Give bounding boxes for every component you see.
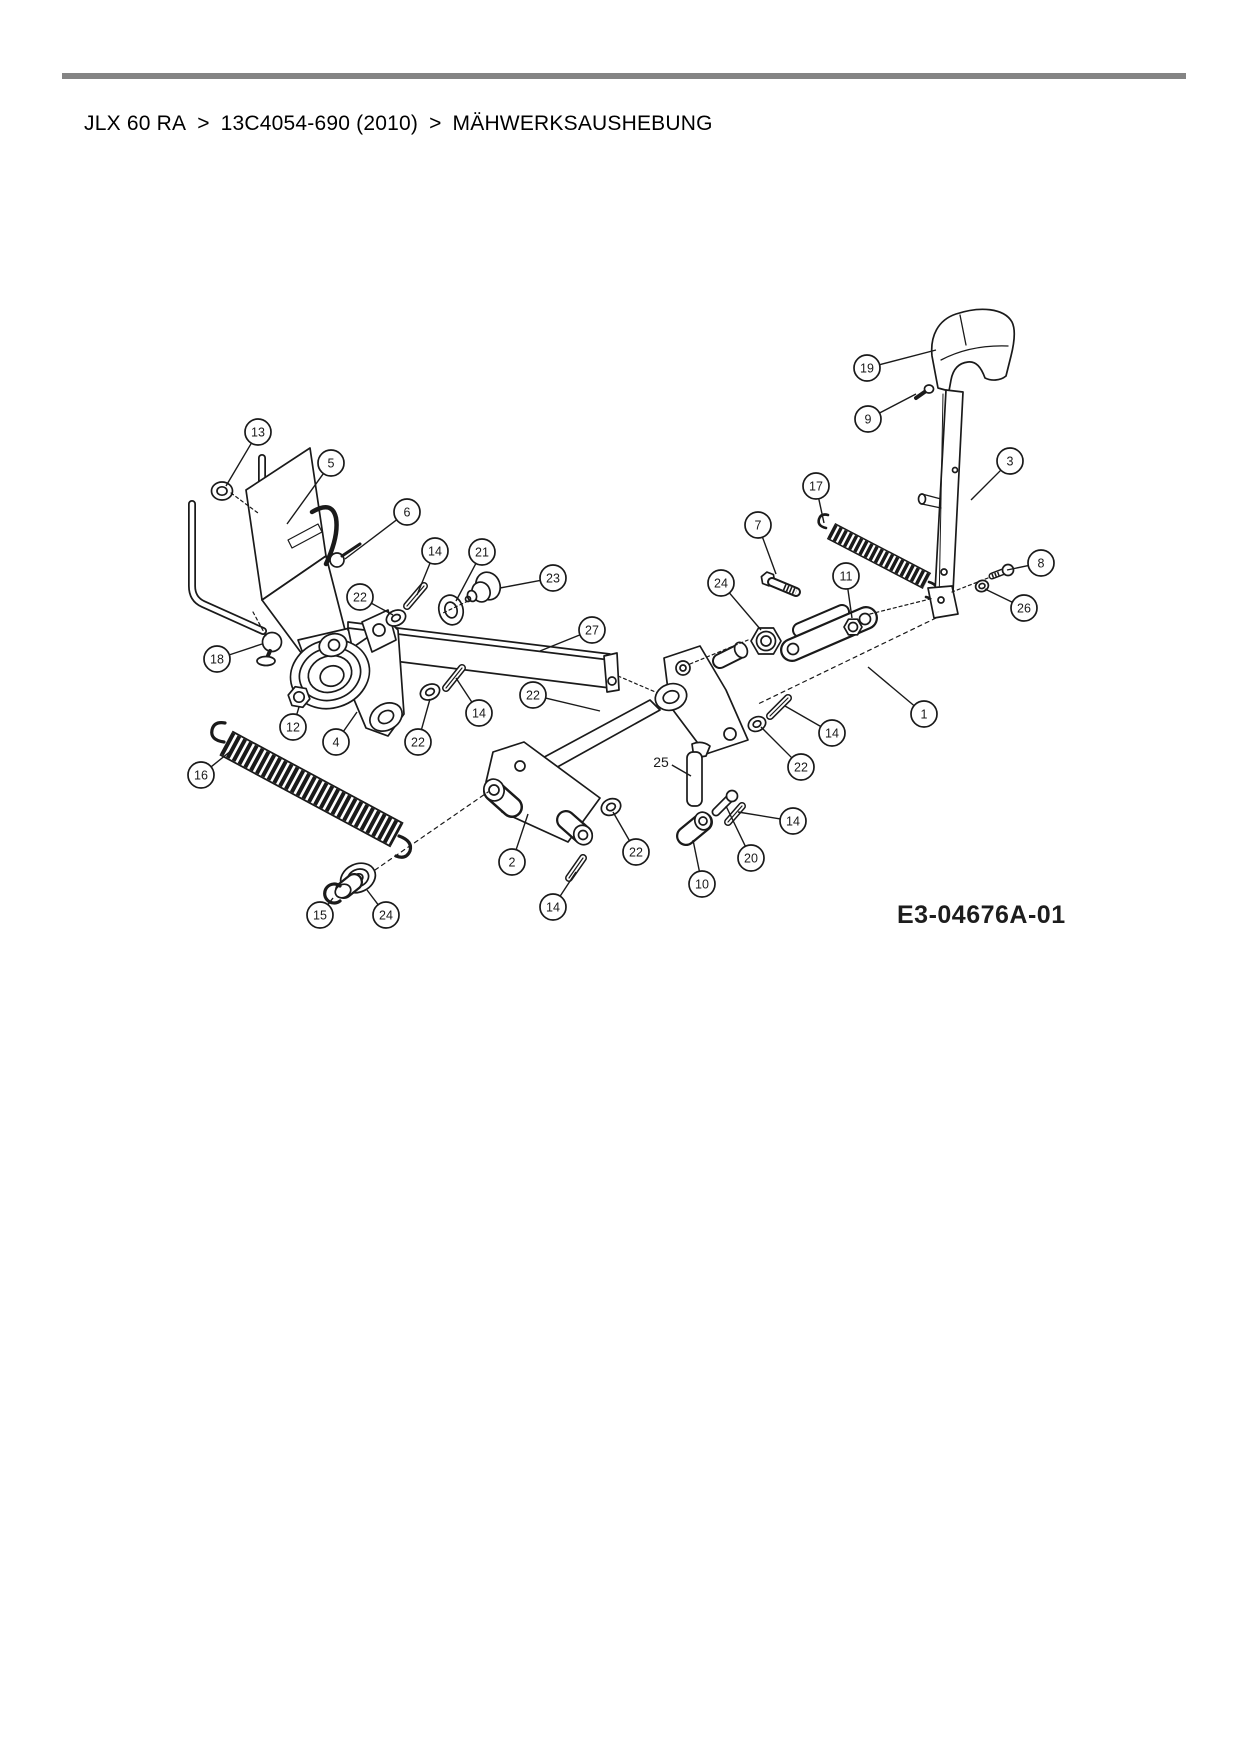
- svg-text:18: 18: [210, 652, 224, 667]
- callout-balloon-8[interactable]: [1007, 550, 1054, 576]
- diagram-code-label: E3-04676A-01: [897, 901, 1066, 929]
- link-arm-assembly: [761, 565, 1013, 655]
- svg-text:8: 8: [1037, 556, 1045, 571]
- callout-balloon-22[interactable]: [405, 699, 431, 755]
- callout-balloon-22[interactable]: [761, 727, 814, 780]
- breadcrumb-separator: >: [197, 112, 210, 135]
- callout-balloon-4[interactable]: [323, 712, 357, 755]
- svg-text:22: 22: [526, 688, 540, 703]
- svg-text:1: 1: [920, 707, 928, 722]
- svg-text:15: 15: [313, 908, 327, 923]
- callout-balloon-7[interactable]: [745, 512, 776, 574]
- callout-balloon-18[interactable]: [204, 644, 262, 672]
- callout-balloon-9[interactable]: [855, 394, 916, 432]
- centre-pivot-bracket: [599, 628, 788, 836]
- callout-balloon-22[interactable]: [520, 682, 600, 711]
- callout-label-25[interactable]: [653, 754, 691, 776]
- svg-text:14: 14: [472, 706, 486, 721]
- breadcrumb-separator: >: [429, 112, 442, 135]
- svg-text:22: 22: [794, 760, 808, 775]
- svg-text:6: 6: [403, 505, 411, 520]
- callout-balloon-22[interactable]: [613, 812, 649, 865]
- svg-text:27: 27: [585, 623, 599, 638]
- svg-text:19: 19: [860, 361, 874, 376]
- callout-balloon-24[interactable]: [708, 570, 761, 630]
- svg-text:5: 5: [327, 456, 335, 471]
- svg-text:4: 4: [332, 735, 340, 750]
- breadcrumb-model[interactable]: JLX 60 RA: [84, 112, 187, 135]
- breadcrumb-serial[interactable]: 13C4054-690 (2010): [220, 112, 419, 135]
- svg-text:23: 23: [546, 571, 560, 586]
- svg-text:14: 14: [428, 544, 442, 559]
- svg-text:14: 14: [825, 726, 839, 741]
- svg-text:22: 22: [353, 590, 367, 605]
- svg-text:20: 20: [744, 851, 758, 866]
- svg-text:26: 26: [1017, 601, 1031, 616]
- svg-text:16: 16: [194, 768, 208, 783]
- callout-balloon-14[interactable]: [540, 872, 576, 920]
- svg-text:22: 22: [411, 735, 425, 750]
- svg-text:24: 24: [714, 576, 728, 591]
- callout-balloon-12[interactable]: [280, 707, 306, 740]
- svg-text:9: 9: [864, 412, 872, 427]
- callout-balloon-6[interactable]: [345, 499, 420, 559]
- svg-text:14: 14: [546, 900, 560, 915]
- svg-text:22: 22: [629, 845, 643, 860]
- callout-balloon-3[interactable]: [971, 448, 1023, 500]
- callout-balloon-14[interactable]: [785, 706, 845, 746]
- callout-balloon-2[interactable]: [499, 814, 528, 875]
- callout-balloon-15[interactable]: [307, 898, 333, 928]
- svg-text:13: 13: [251, 425, 265, 440]
- svg-text:11: 11: [839, 569, 853, 584]
- callout-balloon-10[interactable]: [689, 840, 715, 897]
- callout-balloon-14[interactable]: [456, 678, 492, 726]
- breadcrumb-assembly[interactable]: MÄHWERKSAUSHEBUNG: [452, 112, 713, 135]
- svg-text:2: 2: [508, 855, 516, 870]
- callout-balloon-19[interactable]: [854, 350, 936, 381]
- svg-text:12: 12: [286, 720, 300, 735]
- svg-text:7: 7: [754, 518, 762, 533]
- svg-text:25: 25: [653, 754, 669, 770]
- svg-text:17: 17: [809, 479, 823, 494]
- svg-text:3: 3: [1006, 454, 1014, 469]
- svg-text:14: 14: [786, 814, 800, 829]
- callout-balloon-14[interactable]: [738, 808, 806, 834]
- callout-balloon-1[interactable]: [868, 667, 937, 727]
- callout-balloon-16[interactable]: [188, 750, 232, 788]
- svg-text:21: 21: [475, 545, 489, 560]
- deck-lift-spring-large: [212, 723, 411, 858]
- callout-balloon-23[interactable]: [500, 565, 566, 591]
- callout-balloon-26[interactable]: [985, 589, 1037, 621]
- callout-balloon-24[interactable]: [367, 890, 399, 928]
- svg-text:24: 24: [379, 908, 393, 923]
- svg-text:10: 10: [695, 877, 709, 892]
